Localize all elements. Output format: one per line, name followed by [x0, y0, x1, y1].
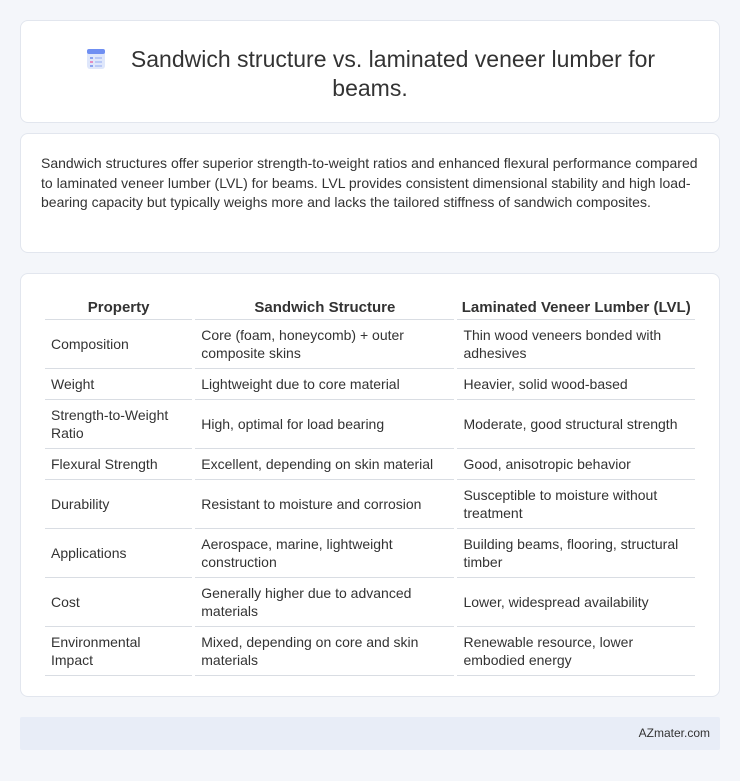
property-cell: Composition: [45, 320, 192, 369]
property-cell: Environmental Impact: [45, 627, 192, 676]
sandwich-cell: Core (foam, honeycomb) + outer composite skins: [195, 320, 454, 369]
comparison-table: [42, 294, 698, 676]
lvl-cell: Susceptible to moisture without treatment: [457, 480, 695, 529]
title-card: [20, 20, 720, 123]
table-row: [45, 400, 695, 449]
property-cell: Durability: [45, 480, 192, 529]
table-header-row: [45, 294, 695, 320]
table-row: [45, 449, 695, 480]
property-cell: Weight: [45, 369, 192, 400]
table-row: [45, 320, 695, 369]
summary-text: Sandwich structures offer superior strength-to-weight ratios and enhanced flexural performance compared to laminated veneer lumber (LVL) for beams. LVL provides consistent dimensional stability and high load-bearing capacity but typically weighs more and lacks the tailored stiffness of sandwich composites.: [41, 155, 698, 210]
column-header-property: Property: [45, 294, 192, 320]
comparison-table-card: [20, 273, 720, 697]
column-header-lvl: Laminated Veneer Lumber (LVL): [457, 294, 695, 320]
footer-bar: [20, 717, 720, 750]
lvl-cell: Lower, widespread availability: [457, 578, 695, 627]
sandwich-cell: High, optimal for load bearing: [195, 400, 454, 449]
property-cell: Cost: [45, 578, 192, 627]
footer-brand-link[interactable]: AZmater.com: [638, 726, 710, 740]
document-list-icon: [85, 48, 107, 70]
lvl-cell: Moderate, good structural strength: [457, 400, 695, 449]
sandwich-cell: Excellent, depending on skin material: [195, 449, 454, 480]
table-row: [45, 529, 695, 578]
lvl-cell: Renewable resource, lower embodied energy: [457, 627, 695, 676]
table-row: [45, 480, 695, 529]
table-row: [45, 369, 695, 400]
property-cell: Flexural Strength: [45, 449, 192, 480]
sandwich-cell: Generally higher due to advanced materials: [195, 578, 454, 627]
property-cell: Applications: [45, 529, 192, 578]
sandwich-cell: Mixed, depending on core and skin materials: [195, 627, 454, 676]
lvl-cell: Building beams, flooring, structural timber: [457, 529, 695, 578]
lvl-cell: Thin wood veneers bonded with adhesives: [457, 320, 695, 369]
sandwich-cell: Resistant to moisture and corrosion: [195, 480, 454, 529]
table-row: [45, 578, 695, 627]
lvl-cell: Heavier, solid wood-based: [457, 369, 695, 400]
sandwich-cell: Aerospace, marine, lightweight construction: [195, 529, 454, 578]
page-title-container: [21, 45, 719, 103]
column-header-sandwich: Sandwich Structure: [195, 294, 454, 320]
property-cell: Strength-to-Weight Ratio: [45, 400, 192, 449]
summary-card: [20, 133, 720, 253]
table-row: [45, 627, 695, 676]
lvl-cell: Good, anisotropic behavior: [457, 449, 695, 480]
sandwich-cell: Lightweight due to core material: [195, 369, 454, 400]
page-title: Sandwich structure vs. laminated veneer lumber for beams.: [130, 46, 656, 101]
